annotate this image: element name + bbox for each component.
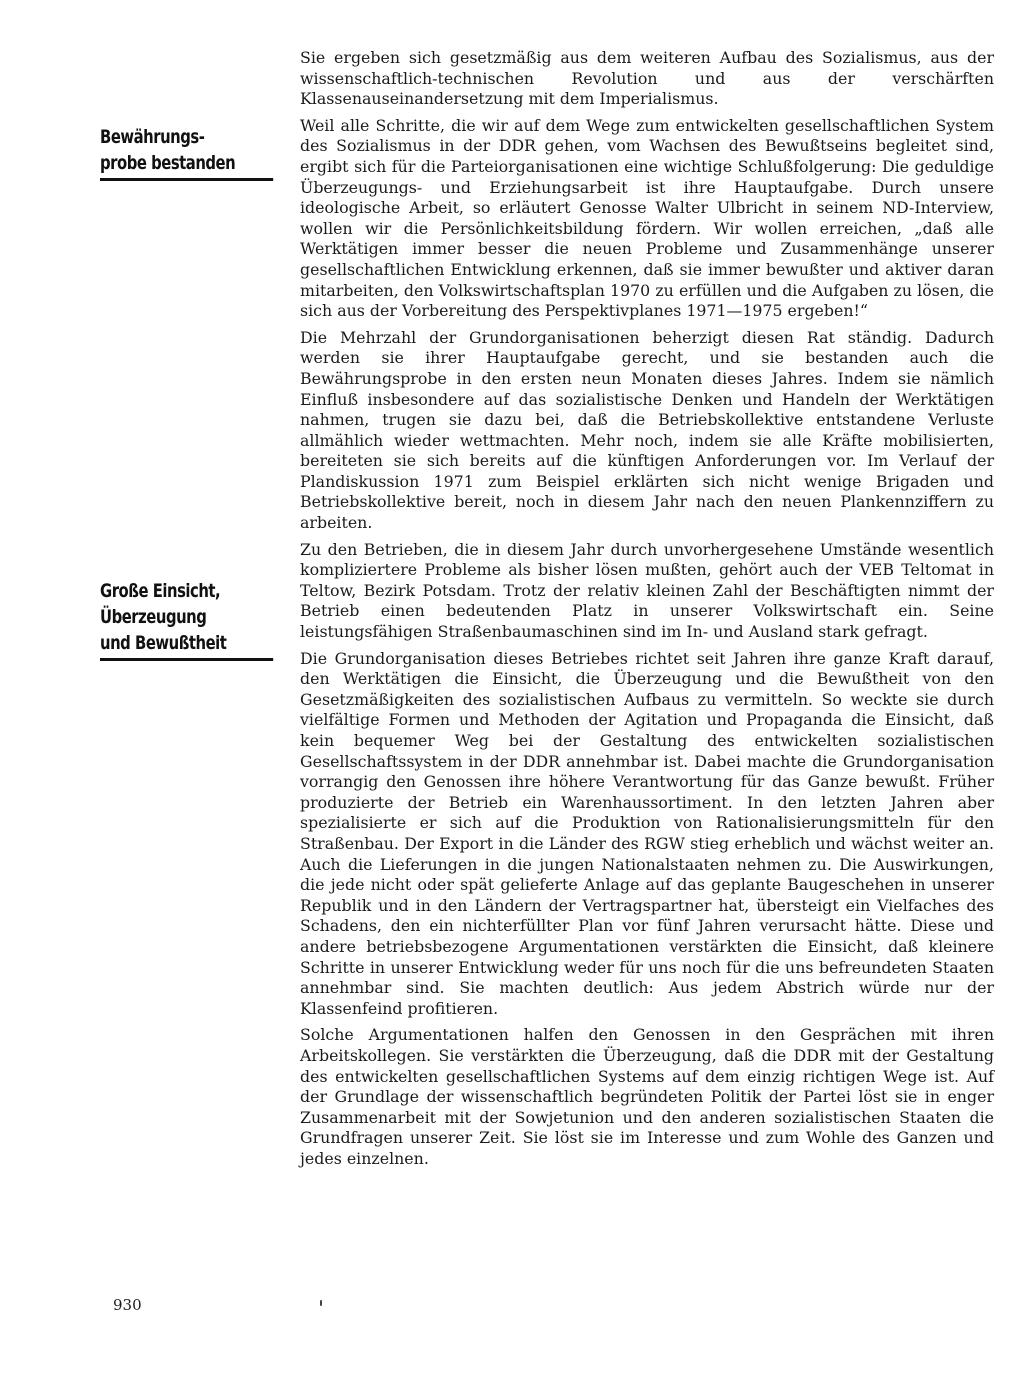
side-heading-line: Bewährungs- [100, 126, 205, 148]
print-speck [320, 1300, 322, 1306]
side-heading-bewaehrungsprobe [100, 124, 236, 181]
heading-underline [100, 178, 273, 181]
paragraph: Die Grundorganisation dieses Betriebes richtet seit Jahren ihre ganze Kraft darauf, den Werktätigen die Einsicht, die Überzeugung und die Bewußtheit von den Gesetzmäßigkeiten des sozialistischen Aufbaus zu vermitteln. So weckte sie durch vielfältige Formen und Methoden der Agitation und Propaganda die Einsicht, daß kein bequemer Weg bei der Gestaltung des entwickelten sozialistischen Gesellschaftssystem in der DDR annehmbar ist. Dabei machte die Grundorganisation vorrangig den Genossen ihre höhere Verantwortung für das Ganze bewußt. Früher produzierte der Betrieb ein Warenhaussortiment. In den letzten Jahren aber spezialisierte er sich auf die Produktion von Rationalisierungsmitteln für den Straßenbau. Der Export in die Länder des RGW stieg erheblich und wächst weiter an. Auch die Lieferungen in die jungen Nationalstaaten nehmen zu. Die Auswirkungen, die jede nicht oder spät gelieferte Anlage auf das geplante Baugeschehen in unserer Republik und in den Ländern der Vertragspartner hat, übersteigt ein Vielfaches des Schadens, den ein nichterfüllter Plan vor fünf Jahren verursacht hätte. Diese und andere betriebsbezogene Argumentationen verstärkten die Einsicht, daß kleinere Schritte in unserer Entwicklung weder für uns noch für die uns befreundeten Staaten annehmbar sind. Sie machten deutlich: Aus jedem Abstrich würde nur der Klassenfeind profitieren. [300, 648, 994, 1018]
heading-underline [100, 658, 273, 661]
body-text-column [300, 48, 994, 1175]
paragraph: Weil alle Schritte, die wir auf dem Wege zum entwickelten gesellschaftlichen System des Sozialismus in der DDR gehen, vom Wachsen des Bewußtseins begleitet sind, ergibt sich für die Parteiorganisationen eine wichtige Schlußfolgerung: Die geduldige Überzeugungs- und Erziehungsarbeit ist ihre Hauptaufgabe. Durch unsere ideologische Arbeit, so erläutert Genosse Walter Ulbricht in seinem ND-Interview, wollen wir die Persönlichkeitsbildung fördern. Wir wollen erreichen, „daß alle Werktätigen immer besser die neuen Probleme und Zusammenhänge unserer gesellschaftlichen Entwicklung erkennen, daß sie immer bewußter und aktiver daran mitarbeiten, den Volkswirtschaftsplan 1970 zu erfüllen und die Aufgaben zu lösen, die sich aus der Vorbereitung des Perspektivplanes 1971—1975 ergeben!“ [300, 115, 994, 321]
paragraph: Sie ergeben sich gesetzmäßig aus dem weiteren Aufbau des Sozialismus, aus der wissenschaftlich-technischen Revolution und aus der verschärften Klassenauseinandersetzung mit dem Imperialismus. [300, 48, 994, 109]
side-heading-line: probe bestanden [100, 152, 236, 174]
side-heading-line: Überzeugung [100, 606, 207, 628]
side-heading-einsicht [100, 578, 236, 661]
side-heading-line: und Bewußtheit [100, 632, 227, 654]
paragraph: Die Mehrzahl der Grundorganisationen beherzigt diesen Rat ständig. Dadurch werden sie ihrer Hauptaufgabe gerecht, und sie bestanden auch die Bewährungsprobe in den ersten neun Monaten dieses Jahres. Indem sie nämlich Einfluß insbesondere auf das sozialistische Denken und Handeln der Werktätigen nahmen, trugen sie dazu bei, daß die Betriebskollektive entstandene Verluste allmählich wieder wettmachten. Mehr noch, indem sie alle Kräfte mobilisierten, bereiteten sie sich bereits auf die künftigen Anforderungen vor. Im Verlauf der Plandiskussion 1971 zum Beispiel erklärten sich nicht wenige Brigaden und Betriebskollektive bereit, noch in diesem Jahr nach den neuen Plankennziffern zu arbeiten. [300, 327, 994, 533]
page-number: 930 [113, 1296, 142, 1314]
paragraph: Zu den Betrieben, die in diesem Jahr durch unvorhergesehene Umstände wesentlich kompliziertere Probleme als bisher lösen mußten, gehört auch der VEB Teltomat in Teltow, Bezirk Potsdam. Trotz der relativ kleinen Zahl der Beschäftigten nimmt der Betrieb einen bedeutenden Platz in unserer Volkswirtschaft ein. Seine leistungsfähigen Straßenbaumaschinen sind im In- und Ausland stark gefragt. [300, 539, 994, 642]
side-heading-line: Große Einsicht, [100, 580, 221, 602]
paragraph: Solche Argumentationen halfen den Genossen in den Gesprächen mit ihren Arbeitskollegen. Sie verstärkten die Überzeugung, daß die DDR mit der Gestaltung des entwickelten gesellschaftlichen Systems auf dem einzig richtigen Wege ist. Auf der Grundlage der wissenschaftlich begründeten Politik der Partei löst sie in enger Zusammenarbeit mit der Sowjetunion und den anderen sozialistischen Staaten die Grundfragen unserer Zeit. Sie löst sie im Interesse und zum Wohle des Ganzen und jedes einzelnen. [300, 1025, 994, 1168]
